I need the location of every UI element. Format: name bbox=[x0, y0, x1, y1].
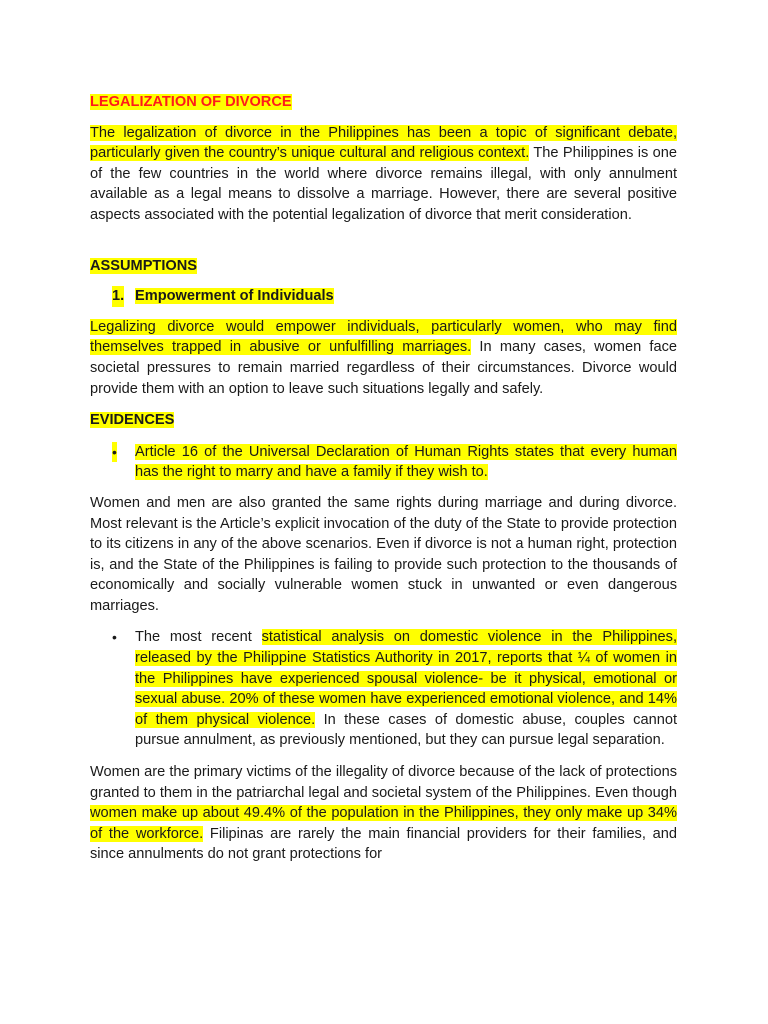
bullet-item-2-pre: The most recent bbox=[135, 629, 262, 646]
bullet-item-2-post: In these cases of domestic abuse, couples cannot pursue annulment, as previously mentioned, but they can pursue legal separation. bbox=[135, 711, 677, 749]
bullet-item-1-text: Article 16 of the Universal Declaration of Human Rights states that every human has the right to marry and have a family if they wish to. bbox=[135, 443, 677, 481]
workforce-pre: Women are the primary victims of the illegality of divorce because of the lack of protections granted to them in the patriarchal legal and societal system of the Philippines. Even though bbox=[90, 764, 677, 801]
workforce-highlight: women make up about 49.4% of the population in the Philippines, they only make up 34% of the workforce. bbox=[90, 805, 677, 842]
empowerment-highlight: Legalizing divorce would empower individuals, particularly women, who may find themselves trapped in abusive or unfulfilling marriages. bbox=[90, 318, 677, 356]
bullet-item-2 bbox=[90, 627, 677, 751]
rights-paragraph: Women and men are also granted the same rights during marriage and during divorce. Most relevant is the Article’s explicit invocation of the duty of the State to provide protection to its citizens in any of the above scenarios. Even if divorce is not a human right, protection is, and the State of the Philippines is failing to provide such protection to the thousands of economically and socially vulnerable women stuck in unwanted or even dangerous marriages. bbox=[90, 494, 677, 614]
bullet-item-2-highlight: statistical analysis on domestic violence in the Philippines, released by the Philippine Statistics Authority in 2017, reports that ¼ of women in the Philippines have experienced spousal violence- be it physical, emotional or sexual abuse. 20% of these women have experienced emotional violence, and 14% of them physical violence. bbox=[135, 629, 677, 728]
document-page bbox=[90, 92, 677, 865]
assumptions-heading-text: ASSUMPTIONS bbox=[90, 257, 198, 274]
workforce-post: Filipinas are rarely the main financial providers for their families, and since annulments do not grant protections for bbox=[90, 825, 677, 863]
bullet-item-1 bbox=[90, 442, 677, 483]
evidences-heading bbox=[90, 410, 677, 431]
numbered-item-1 bbox=[90, 286, 677, 307]
evidences-heading-text: EVIDENCES bbox=[90, 412, 175, 429]
title-text: LEGALIZATION OF DIVORCE bbox=[90, 94, 292, 110]
intro-paragraph bbox=[90, 123, 677, 226]
empowerment-text: In many cases, women face societal pressures to remain married regardless of their circumstances. Divorce would provide them with an option to leave such situations legally and safely. bbox=[90, 339, 678, 397]
assumptions-heading bbox=[90, 256, 677, 277]
workforce-paragraph bbox=[90, 762, 677, 865]
numbered-item-label: Empowerment of Individuals bbox=[135, 288, 334, 305]
bullet-icon: • bbox=[112, 629, 117, 646]
bullet-icon: • bbox=[112, 442, 117, 463]
intro-text: The Philippines is one of the few countries in the world where divorce remains illegal, with only annulment available as a legal means to dissolve a marriage. However, there are several positive aspects associated with the potential legalization of divorce that merit consideration. bbox=[90, 145, 677, 223]
document-title bbox=[90, 92, 677, 113]
empowerment-paragraph bbox=[90, 317, 677, 399]
intro-highlight: The legalization of divorce in the Philippines has been a topic of significant debate, particularly given the country’s unique cultural and religious context. bbox=[90, 124, 677, 162]
list-number: 1. bbox=[112, 286, 124, 307]
